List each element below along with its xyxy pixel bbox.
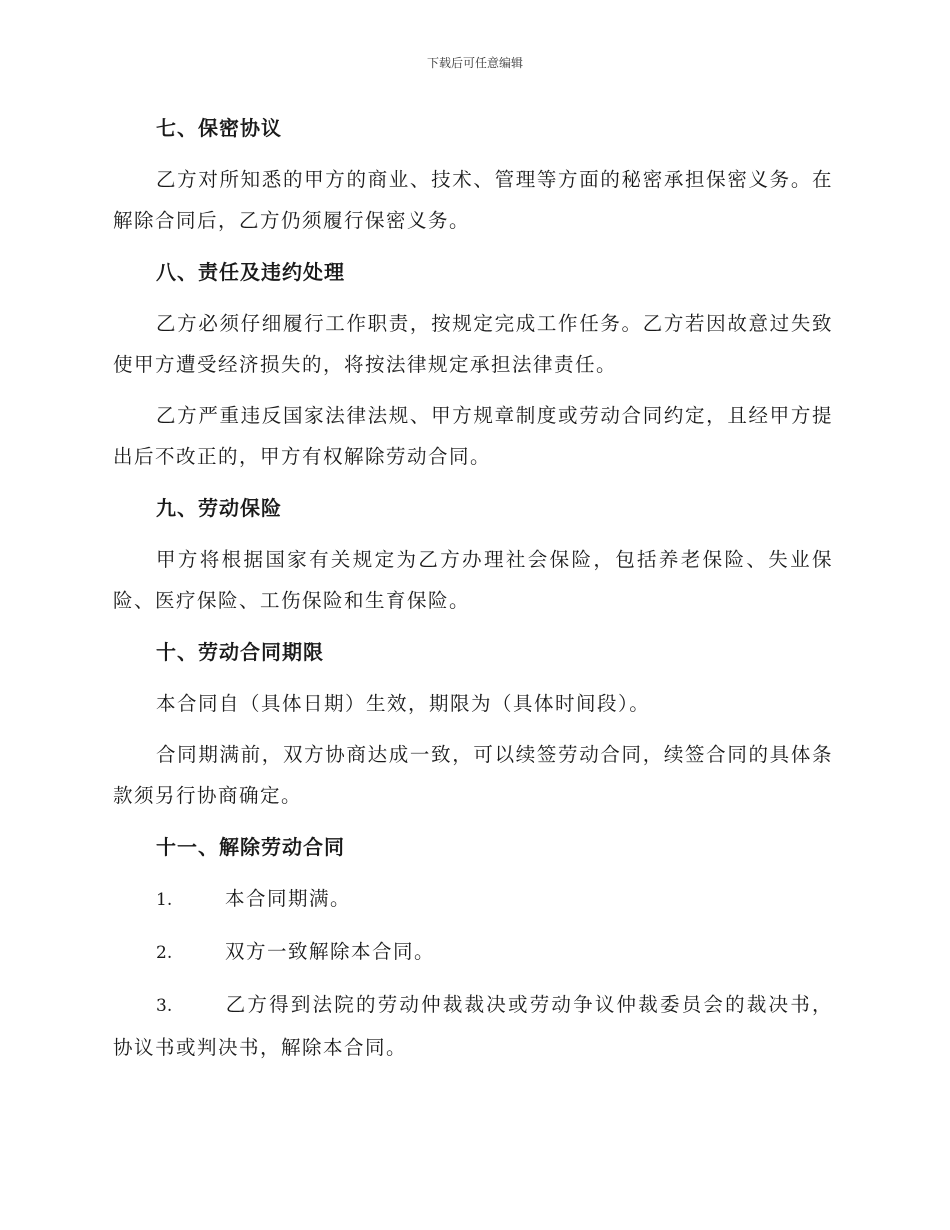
paragraph: 乙方对所知悉的甲方的商业、技术、管理等方面的秘密承担保密义务。在解除合同后，乙方仍须履行保密义务。 bbox=[113, 168, 833, 232]
paragraph: 合同期满前，双方协商达成一致，可以续签劳动合同，续签合同的具体条款须另行协商确定。 bbox=[113, 743, 833, 807]
list-item bbox=[113, 878, 833, 921]
list-item-text: 双方一致解除本合同。 bbox=[225, 940, 436, 963]
paragraph: 乙方必须仔细履行工作职责，按规定完成工作任务。乙方若因故意过失致使甲方遭受经济损失的，将按法律规定承担法律责任。 bbox=[113, 312, 833, 376]
header-note: 下载后可任意编辑 bbox=[426, 56, 523, 70]
section-heading-termination: 十一、解除劳动合同 bbox=[156, 835, 345, 859]
section-heading-insurance: 九、劳动保险 bbox=[156, 496, 282, 520]
list-item-text: 本合同期满。 bbox=[225, 887, 352, 910]
list-item bbox=[113, 984, 833, 1068]
paragraph: 甲方将根据国家有关规定为乙方办理社会保险，包括养老保险、失业保险、医疗保险、工伤保险和生育保险。 bbox=[113, 548, 833, 612]
section-heading-liability: 八、责任及违约处理 bbox=[156, 260, 345, 284]
paragraph: 乙方严重违反国家法律法规、甲方规章制度或劳动合同约定，且经甲方提出后不改正的，甲方有权解除劳动合同。 bbox=[113, 404, 833, 468]
list-item-number: 2. bbox=[156, 943, 173, 963]
section-heading-confidentiality: 七、保密协议 bbox=[156, 116, 282, 140]
list-item-number: 1. bbox=[156, 890, 173, 910]
document-body bbox=[113, 108, 833, 1068]
list-item-number: 3. bbox=[156, 996, 173, 1016]
section-heading-contract-term: 十、劳动合同期限 bbox=[156, 640, 324, 664]
list-item-text: 乙方得到法院的劳动仲裁裁决或劳动争议仲裁委员会的裁决书，协议书或判决书，解除本合同。 bbox=[113, 993, 833, 1059]
paragraph: 本合同自（具体日期）生效，期限为（具体时间段）。 bbox=[156, 692, 651, 715]
list-item bbox=[113, 931, 833, 974]
